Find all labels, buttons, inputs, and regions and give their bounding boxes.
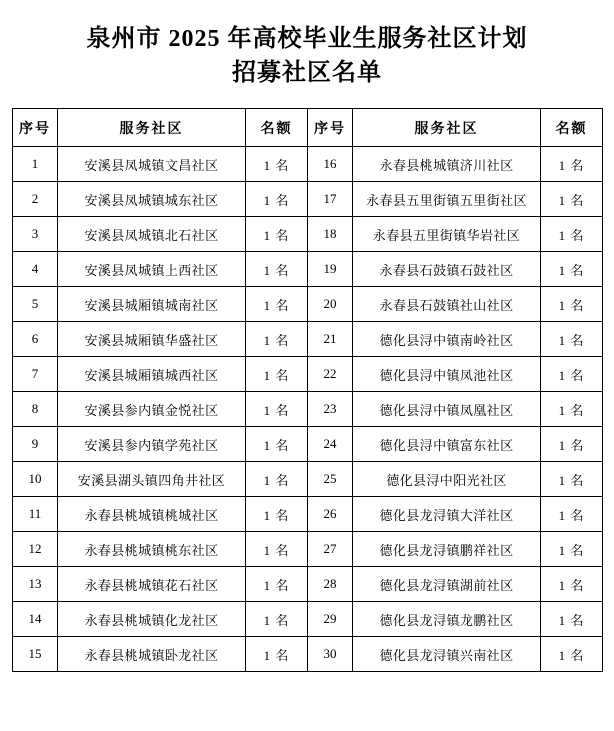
cell-no: 21 bbox=[308, 322, 353, 357]
cell-quota: 1 名 bbox=[246, 637, 308, 672]
cell-quota: 1 名 bbox=[541, 147, 603, 182]
cell-no: 4 bbox=[13, 252, 58, 287]
cell-quota: 1 名 bbox=[541, 567, 603, 602]
cell-quota: 1 名 bbox=[246, 392, 308, 427]
cell-quota: 1 名 bbox=[541, 182, 603, 217]
cell-no: 6 bbox=[13, 322, 58, 357]
cell-quota: 1 名 bbox=[246, 217, 308, 252]
cell-quota: 1 名 bbox=[246, 567, 308, 602]
cell-no: 20 bbox=[308, 287, 353, 322]
cell-quota: 1 名 bbox=[541, 392, 603, 427]
table-row bbox=[13, 217, 603, 252]
cell-no: 28 bbox=[308, 567, 353, 602]
cell-community: 德化县浔中阳光社区 bbox=[353, 462, 541, 497]
cell-no: 1 bbox=[13, 147, 58, 182]
cell-community: 安溪县湖头镇四角井社区 bbox=[58, 462, 246, 497]
table-row bbox=[13, 147, 603, 182]
cell-quota: 1 名 bbox=[246, 287, 308, 322]
table-row bbox=[13, 322, 603, 357]
cell-community: 永春县桃城镇桃东社区 bbox=[58, 532, 246, 567]
cell-community: 德化县龙浔镇大洋社区 bbox=[353, 497, 541, 532]
cell-community: 安溪县城厢镇城南社区 bbox=[58, 287, 246, 322]
cell-community: 德化县龙浔镇兴南社区 bbox=[353, 637, 541, 672]
header-no-right: 序号 bbox=[308, 109, 353, 147]
cell-community: 安溪县凤城镇上西社区 bbox=[58, 252, 246, 287]
cell-community: 永春县桃城镇卧龙社区 bbox=[58, 637, 246, 672]
header-community-left: 服务社区 bbox=[58, 109, 246, 147]
table-row bbox=[13, 637, 603, 672]
cell-quota: 1 名 bbox=[541, 427, 603, 462]
cell-quota: 1 名 bbox=[246, 357, 308, 392]
cell-quota: 1 名 bbox=[541, 287, 603, 322]
document-title bbox=[0, 0, 614, 90]
cell-no: 9 bbox=[13, 427, 58, 462]
cell-no: 7 bbox=[13, 357, 58, 392]
table-row bbox=[13, 497, 603, 532]
cell-community: 安溪县城厢镇华盛社区 bbox=[58, 322, 246, 357]
table-row bbox=[13, 462, 603, 497]
cell-community: 永春县桃城镇化龙社区 bbox=[58, 602, 246, 637]
cell-community: 永春县石鼓镇石鼓社区 bbox=[353, 252, 541, 287]
cell-quota: 1 名 bbox=[541, 497, 603, 532]
cell-community: 永春县石鼓镇社山社区 bbox=[353, 287, 541, 322]
title-line-2: 招募社区名单 bbox=[232, 60, 382, 86]
cell-no: 30 bbox=[308, 637, 353, 672]
cell-quota: 1 名 bbox=[541, 637, 603, 672]
table-body bbox=[13, 147, 603, 672]
cell-quota: 1 名 bbox=[246, 602, 308, 637]
cell-no: 13 bbox=[13, 567, 58, 602]
cell-quota: 1 名 bbox=[246, 147, 308, 182]
cell-quota: 1 名 bbox=[246, 322, 308, 357]
cell-community: 永春县桃城镇桃城社区 bbox=[58, 497, 246, 532]
cell-no: 19 bbox=[308, 252, 353, 287]
cell-quota: 1 名 bbox=[246, 532, 308, 567]
cell-community: 德化县龙浔镇鹏祥社区 bbox=[353, 532, 541, 567]
cell-no: 5 bbox=[13, 287, 58, 322]
table-row bbox=[13, 602, 603, 637]
table-row bbox=[13, 392, 603, 427]
cell-no: 16 bbox=[308, 147, 353, 182]
cell-no: 26 bbox=[308, 497, 353, 532]
table-row bbox=[13, 427, 603, 462]
cell-community: 永春县五里街镇华岩社区 bbox=[353, 217, 541, 252]
cell-quota: 1 名 bbox=[541, 462, 603, 497]
cell-community: 永春县桃城镇济川社区 bbox=[353, 147, 541, 182]
cell-no: 12 bbox=[13, 532, 58, 567]
cell-quota: 1 名 bbox=[246, 497, 308, 532]
cell-community: 德化县浔中镇凤凰社区 bbox=[353, 392, 541, 427]
cell-community: 永春县桃城镇花石社区 bbox=[58, 567, 246, 602]
cell-no: 18 bbox=[308, 217, 353, 252]
cell-community: 德化县龙浔镇湖前社区 bbox=[353, 567, 541, 602]
cell-no: 8 bbox=[13, 392, 58, 427]
table-row bbox=[13, 252, 603, 287]
table-row bbox=[13, 287, 603, 322]
roster-table bbox=[12, 108, 603, 672]
cell-no: 10 bbox=[13, 462, 58, 497]
cell-quota: 1 名 bbox=[541, 357, 603, 392]
header-no-left: 序号 bbox=[13, 109, 58, 147]
cell-no: 3 bbox=[13, 217, 58, 252]
header-quota-right: 名额 bbox=[541, 109, 603, 147]
cell-no: 14 bbox=[13, 602, 58, 637]
cell-community: 德化县浔中镇南岭社区 bbox=[353, 322, 541, 357]
cell-community: 德化县浔中镇富东社区 bbox=[353, 427, 541, 462]
table-header bbox=[13, 109, 603, 147]
cell-community: 安溪县参内镇金悦社区 bbox=[58, 392, 246, 427]
roster-table-wrapper bbox=[12, 108, 602, 672]
cell-quota: 1 名 bbox=[541, 252, 603, 287]
cell-community: 安溪县凤城镇文昌社区 bbox=[58, 147, 246, 182]
header-community-right: 服务社区 bbox=[353, 109, 541, 147]
cell-quota: 1 名 bbox=[541, 532, 603, 567]
cell-no: 17 bbox=[308, 182, 353, 217]
cell-quota: 1 名 bbox=[541, 217, 603, 252]
cell-quota: 1 名 bbox=[541, 602, 603, 637]
cell-no: 24 bbox=[308, 427, 353, 462]
table-row bbox=[13, 532, 603, 567]
header-quota-left: 名额 bbox=[246, 109, 308, 147]
cell-quota: 1 名 bbox=[246, 182, 308, 217]
cell-no: 22 bbox=[308, 357, 353, 392]
cell-quota: 1 名 bbox=[246, 252, 308, 287]
cell-quota: 1 名 bbox=[246, 427, 308, 462]
cell-community: 安溪县凤城镇城东社区 bbox=[58, 182, 246, 217]
cell-no: 2 bbox=[13, 182, 58, 217]
cell-community: 永春县五里街镇五里街社区 bbox=[353, 182, 541, 217]
title-line-1: 泉州市 2025 年高校毕业生服务社区计划 bbox=[86, 26, 528, 52]
cell-community: 德化县浔中镇凤池社区 bbox=[353, 357, 541, 392]
table-header-row bbox=[13, 109, 603, 147]
cell-no: 15 bbox=[13, 637, 58, 672]
cell-quota: 1 名 bbox=[541, 322, 603, 357]
cell-no: 25 bbox=[308, 462, 353, 497]
table-row bbox=[13, 182, 603, 217]
cell-community: 安溪县凤城镇北石社区 bbox=[58, 217, 246, 252]
table-row bbox=[13, 567, 603, 602]
cell-no: 29 bbox=[308, 602, 353, 637]
cell-no: 23 bbox=[308, 392, 353, 427]
cell-community: 德化县龙浔镇龙鹏社区 bbox=[353, 602, 541, 637]
table-row bbox=[13, 357, 603, 392]
cell-quota: 1 名 bbox=[246, 462, 308, 497]
cell-no: 11 bbox=[13, 497, 58, 532]
cell-community: 安溪县参内镇学苑社区 bbox=[58, 427, 246, 462]
cell-community: 安溪县城厢镇城西社区 bbox=[58, 357, 246, 392]
cell-no: 27 bbox=[308, 532, 353, 567]
